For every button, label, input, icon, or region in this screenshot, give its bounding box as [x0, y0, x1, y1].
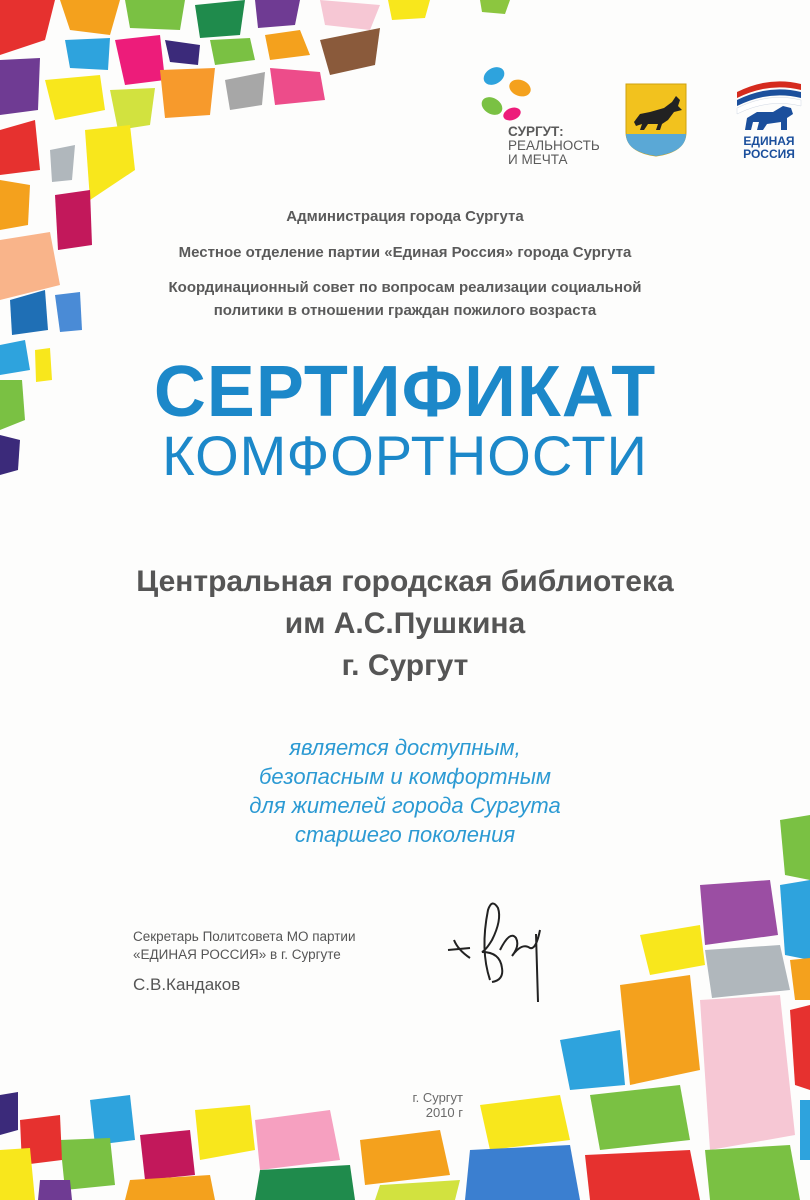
description-line-4: старшего поколения: [294, 822, 516, 847]
certificate-title: СЕРТИФИКАТ: [153, 352, 657, 432]
issuer-line-1: Администрация города Сургута: [286, 208, 524, 225]
signatory-position: [133, 928, 433, 964]
party-logo-text: [734, 135, 804, 161]
signatory-name: С.В.Кандаков: [133, 975, 241, 994]
party-line2: РОССИЯ: [743, 147, 795, 161]
description-line-2: безопасным и комфортным: [258, 764, 551, 789]
issuer-line-4: политики в отношении граждан пожилого возраста: [213, 302, 597, 319]
recipient-line-3: г. Сургут: [341, 649, 469, 682]
issuer-line-2: Местное отделение партии «Единая Россия» города Сургута: [178, 244, 632, 261]
issuer-line-3: Координационный совет по вопросам реализации социальной: [168, 279, 642, 296]
signatory-position-line1: Секретарь Политсовета МО партии: [133, 929, 356, 944]
signature-icon: [440, 890, 560, 1010]
city-brand-line1: СУРГУТ:: [508, 124, 564, 139]
certificate-subtitle: КОМФОРТНОСТИ: [162, 424, 648, 487]
city-brand-text: [508, 125, 600, 167]
place-date: [383, 1090, 463, 1120]
city-brand-line3: И МЕЧТА: [508, 152, 568, 167]
flower-petals-icon: [472, 62, 542, 132]
signatory-position-line2: «ЕДИНАЯ РОССИЯ» в г. Сургуте: [133, 947, 341, 962]
city-brand-line2: РЕАЛЬНОСТЬ: [508, 138, 600, 153]
description-line-3: для жителей города Сургута: [249, 793, 561, 818]
fox-coat-of-arms-icon: [624, 82, 688, 158]
place-text: г. Сургут: [412, 1090, 463, 1105]
year-text: 2010 г: [425, 1105, 463, 1120]
description-line-1: является доступным,: [289, 735, 521, 760]
bear-flag-icon: [733, 72, 805, 134]
recipient-line-1: Центральная городская библиотека: [136, 565, 674, 598]
recipient-line-2: им А.С.Пушкина: [284, 607, 526, 640]
party-line1: ЕДИНАЯ: [743, 134, 795, 148]
